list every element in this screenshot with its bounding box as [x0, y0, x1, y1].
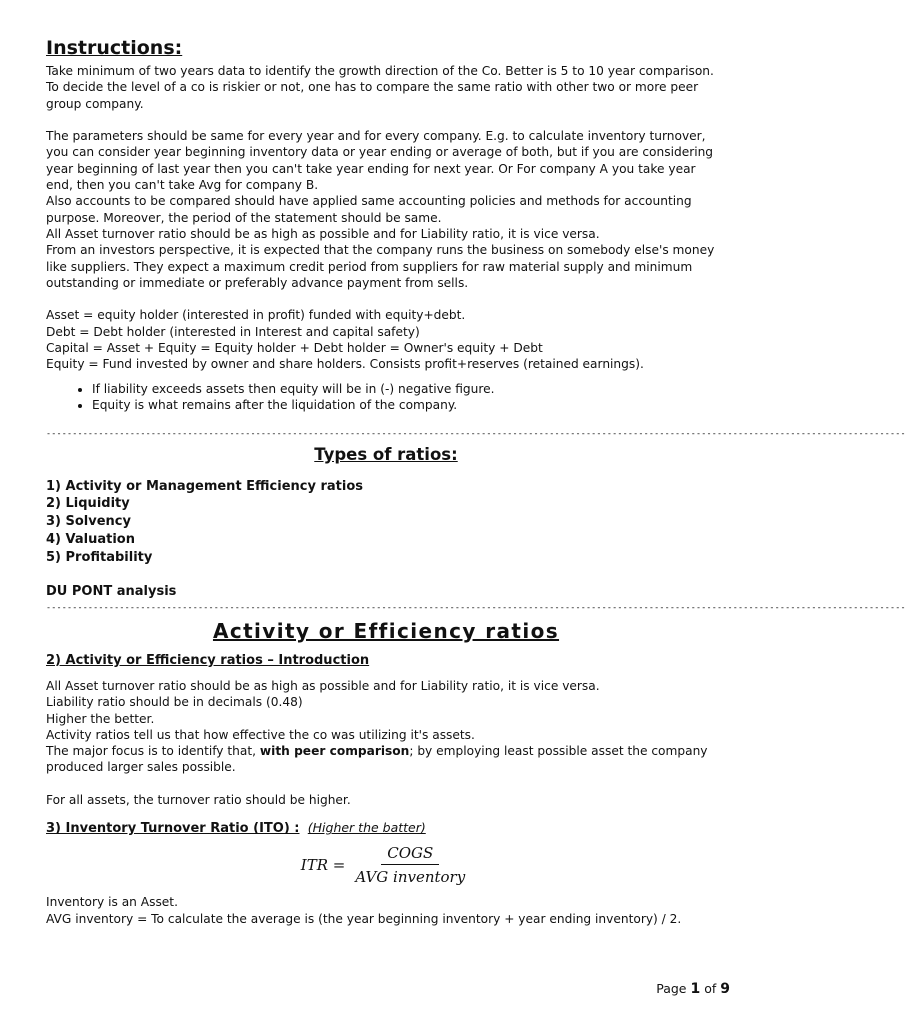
page-number: 1: [690, 981, 701, 997]
formula-denominator: AVG inventory: [355, 868, 466, 887]
intro-line: All Asset turnover ratio should be as high as possible and for Liability ratio, it is vice versa.: [46, 678, 600, 693]
bullet-list: [46, 381, 726, 414]
activity-title: Activity or Efficiency ratios: [212, 618, 560, 643]
formula-fraction: [349, 844, 471, 886]
divider-line: --------------------------------------------------------------------------------------------------------------------------------------------------------------------: [46, 601, 906, 612]
page-total: 9: [720, 981, 730, 997]
instructions-line: Also accounts to be compared should have applied same accounting policies and methods for accounting purpose. Moreover, the period of the statement should be same.: [46, 194, 692, 225]
ito-heading-line: [46, 820, 726, 836]
instructions-title: Instructions:: [46, 37, 183, 59]
focus-line: The major focus is to identify that, with peer comparison; by employing least possible asset the company produced larger sales possible.: [46, 744, 708, 775]
focus-bold: with peer comparison: [259, 744, 410, 759]
intro-line: Activity ratios tell us that how effective the co was utilizing it's assets.: [46, 727, 475, 742]
tail-line: AVG inventory = To calculate the average is (the year beginning inventory + year ending inventory) / 2.: [46, 911, 682, 926]
ratio-type-item: 1) Activity or Management Efficiency ratios: [46, 478, 364, 494]
instructions-line: Take minimum of two years data to identify the growth direction of the Co. Better is 5 to 10 year comparison.: [46, 64, 714, 78]
definition-line: Asset = equity holder (interested in profit) funded with equity+debt.: [46, 308, 466, 323]
document-page: [46, 36, 906, 927]
bullet-item: • Equity is what remains after the liquidation of the company.: [92, 397, 726, 414]
dupont-heading: DU PONT analysis: [46, 583, 177, 599]
tail-line: Inventory is an Asset.: [46, 895, 178, 910]
ito-note: (Higher the batter): [307, 820, 426, 836]
ratio-type-list: [46, 478, 726, 567]
formula-lhs: ITR =: [300, 856, 346, 875]
all-assets-line: For all assets, the turnover ratio should be higher.: [46, 793, 351, 807]
ratio-type-item: 4) Valuation: [46, 532, 135, 548]
intro-line: Liability ratio should be in decimals (0.48): [46, 695, 303, 710]
divider-line: --------------------------------------------------------------------------------------------------------------------------------------------------------------------: [46, 427, 906, 438]
definition-line: Equity = Fund invested by owner and share holders. Consists profit+reserves (retained earnings).: [46, 357, 644, 372]
ratio-type-item: 2) Liquidity: [46, 496, 130, 512]
definition-line: Capital = Asset + Equity = Equity holder + Debt holder = Owner's equity + Debt: [46, 341, 543, 356]
types-title: Types of ratios:: [314, 444, 458, 464]
intro-line: Higher the better.: [46, 711, 155, 726]
activity-intro-heading: 2) Activity or Efficiency ratios – Introduction: [46, 652, 370, 668]
page-footer: Page 1 of 9: [656, 981, 730, 997]
ito-heading: 3) Inventory Turnover Ratio (ITO) :: [46, 821, 300, 837]
bullet-item: • If liability exceeds assets then equity will be in (-) negative figure.: [92, 381, 726, 398]
instructions-line: From an investors perspective, it is expected that the company runs the business on somebody else's money like suppliers. They expect a maximum credit period from suppliers for raw material supply and minimum outstanding or immediate or preferably advance payment from sells.: [46, 243, 715, 290]
instructions-line: All Asset turnover ratio should be as high as possible and for Liability ratio, it is vice versa.: [46, 226, 600, 241]
definition-line: Debt = Debt holder (interested in Interest and capital safety): [46, 324, 420, 339]
instructions-line: The parameters should be same for every year and for every company. E.g. to calculate inventory turnover, you can consider year beginning inventory data or year ending or average of both, but if you are considering year beginning of last year then you can't take year ending for next year. Or For company A you take year end, then you can't take Avg for company B.: [46, 129, 714, 193]
itr-formula: [46, 844, 726, 886]
formula-numerator: COGS: [381, 844, 439, 865]
instructions-line: To decide the level of a co is riskier or not, one has to compare the same ratio with other two or more peer group company.: [46, 80, 699, 111]
ratio-type-item: 5) Profitability: [46, 549, 153, 565]
ratio-type-item: 3) Solvency: [46, 514, 131, 530]
